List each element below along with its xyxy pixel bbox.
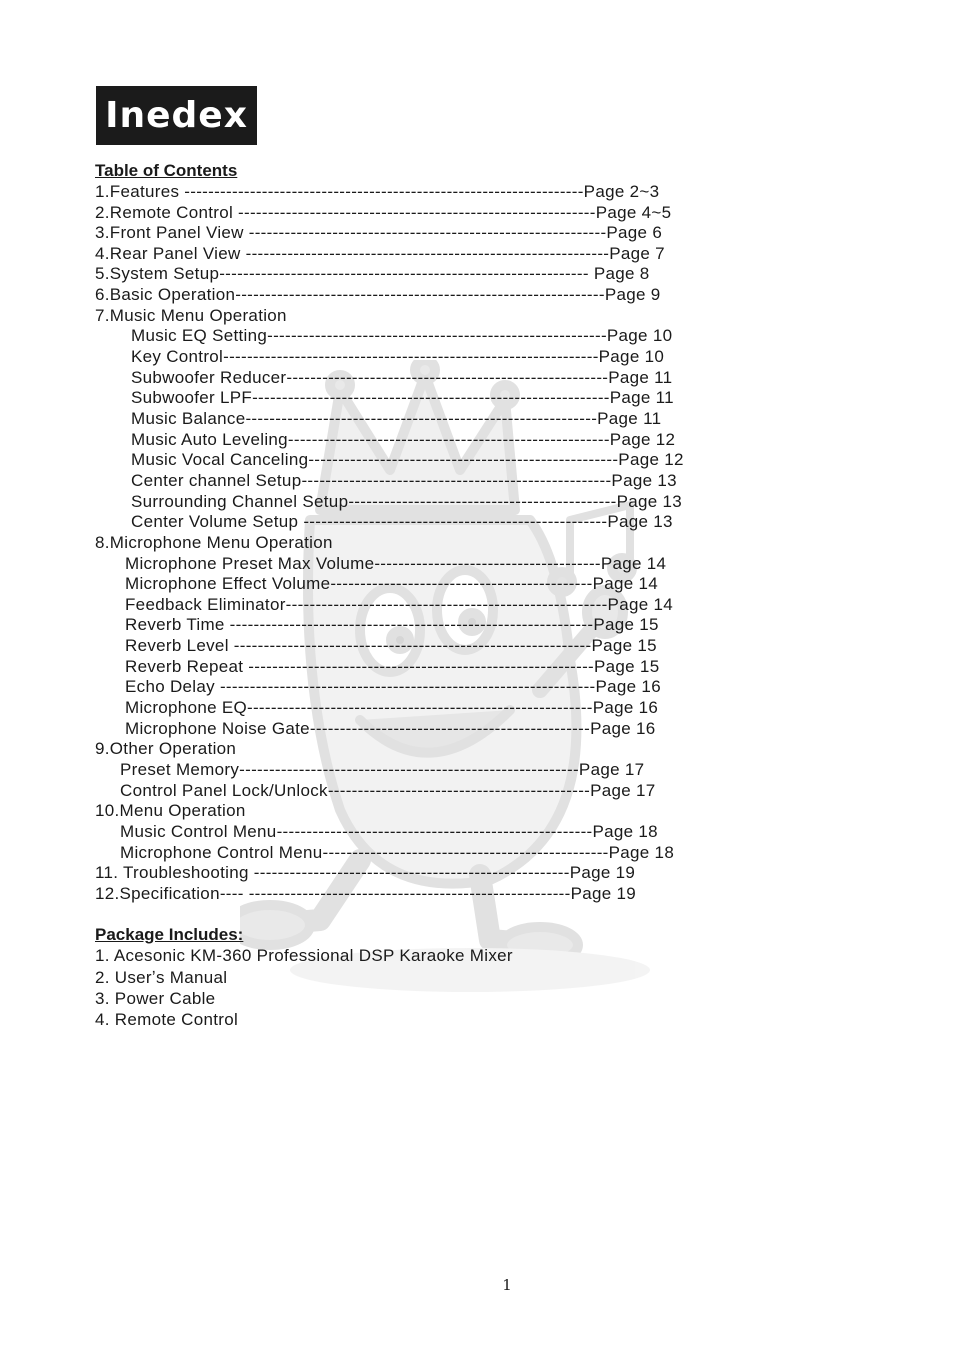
toc-entry-system-setup: 5.System Setup-------------------------------------------------------------- Page 8 — [95, 264, 650, 283]
toc-entry-subwoofer-lpf: Subwoofer LPF------------------------------------------------------------Page 11 — [131, 388, 674, 407]
toc-section-music-menu: 7.Music Menu Operation — [95, 306, 287, 325]
toc-entry-music-control-menu: Music Control Menu-----------------------------------------------------Page 18 — [120, 822, 658, 841]
toc-entry-reverb-level: Reverb Level ------------------------------------------------------------Page 15 — [125, 636, 657, 655]
package-heading: Package Includes: — [95, 925, 244, 944]
toc-entry-music-auto-leveling: Music Auto Leveling------------------------------------------------------Page 12 — [131, 430, 676, 449]
toc-entry-mic-preset-max-volume: Microphone Preset Max Volume--------------------------------------Page 14 — [125, 554, 667, 573]
toc-entry-troubleshooting: 11. Troubleshooting -----------------------------------------------------Page 19 — [95, 863, 636, 882]
toc-entry-basic-operation: 6.Basic Operation--------------------------------------------------------------Page 9 — [95, 285, 661, 304]
toc-entry-specification: 12.Specification---- ------------------------------------------------------Page 19 — [95, 884, 637, 903]
toc-heading: Table of Contents — [95, 161, 238, 180]
toc-entry-mic-effect-volume: Microphone Effect Volume--------------------------------------------Page 14 — [125, 574, 659, 593]
toc-entry-reverb-repeat: Reverb Repeat ----------------------------------------------------------Page 15 — [125, 657, 660, 676]
toc-entry-music-balance: Music Balance-----------------------------------------------------------Page 11 — [131, 409, 662, 428]
toc-entry-microphone-eq: Microphone EQ----------------------------------------------------------Page 16 — [125, 698, 659, 717]
package-item-manual: 2. Userʼs Manual — [95, 968, 228, 987]
toc-section-microphone-menu: 8.Microphone Menu Operation — [95, 533, 333, 552]
toc-entry-music-vocal-canceling: Music Vocal Canceling----------------------------------------------------Page 12 — [131, 450, 684, 469]
toc-section-other-operation: 9.Other Operation — [95, 739, 237, 758]
package-item-remote: 4. Remote Control — [95, 1010, 239, 1029]
toc-entry-echo-delay: Echo Delay ---------------------------------------------------------------Page 16 — [125, 677, 661, 696]
toc-entry-feedback-eliminator: Feedback Eliminator------------------------------------------------------Page 14 — [125, 595, 673, 614]
toc-entry-control-panel-lock: Control Panel Lock/Unlock--------------------------------------------Page 17 — [120, 781, 656, 800]
toc-entry-key-control: Key Control---------------------------------------------------------------Page 10 — [131, 347, 665, 366]
toc-entry-surrounding-channel-setup: Surrounding Channel Setup---------------------------------------------Page 13 — [131, 492, 683, 511]
index-title: Inedex — [105, 95, 248, 136]
toc-entry-reverb-time: Reverb Time -------------------------------------------------------------Page 15 — [125, 615, 659, 634]
toc-entry-center-channel-setup: Center channel Setup----------------------------------------------------Page 13 — [131, 471, 677, 490]
toc-entry-features: 1.Features -------------------------------------------------------------------Page 2~3 — [95, 182, 660, 201]
page-number: 1 — [502, 1276, 512, 1294]
toc-entry-mic-noise-gate: Microphone Noise Gate-----------------------------------------------Page 16 — [125, 719, 656, 738]
toc-entry-front-panel: 3.Front Panel View ------------------------------------------------------------Page 6 — [95, 223, 663, 242]
package-item-mixer: 1. Acesonic KM-360 Professional DSP Karaoke Mixer — [95, 946, 513, 965]
toc-entry-rear-panel: 4.Rear Panel View -------------------------------------------------------------Page 7 — [95, 244, 665, 263]
toc-entry-music-eq: Music EQ Setting---------------------------------------------------------Page 10 — [131, 326, 673, 345]
toc-entry-remote-control: 2.Remote Control ------------------------------------------------------------Page 4~5 — [95, 203, 672, 222]
toc-section-menu-operation: 10.Menu Operation — [95, 801, 246, 820]
package-item-power-cable: 3. Power Cable — [95, 989, 216, 1008]
toc-entry-preset-memory: Preset Memory---------------------------------------------------------Page 17 — [120, 760, 645, 779]
toc-entry-subwoofer-reducer: Subwoofer Reducer------------------------------------------------------Page 11 — [131, 368, 673, 387]
toc-entry-center-volume-setup: Center Volume Setup ---------------------------------------------------Page 13 — [131, 512, 673, 531]
toc-entry-mic-control-menu: Microphone Control Menu------------------------------------------------Page 18 — [120, 843, 675, 862]
index-title-box — [96, 86, 257, 145]
